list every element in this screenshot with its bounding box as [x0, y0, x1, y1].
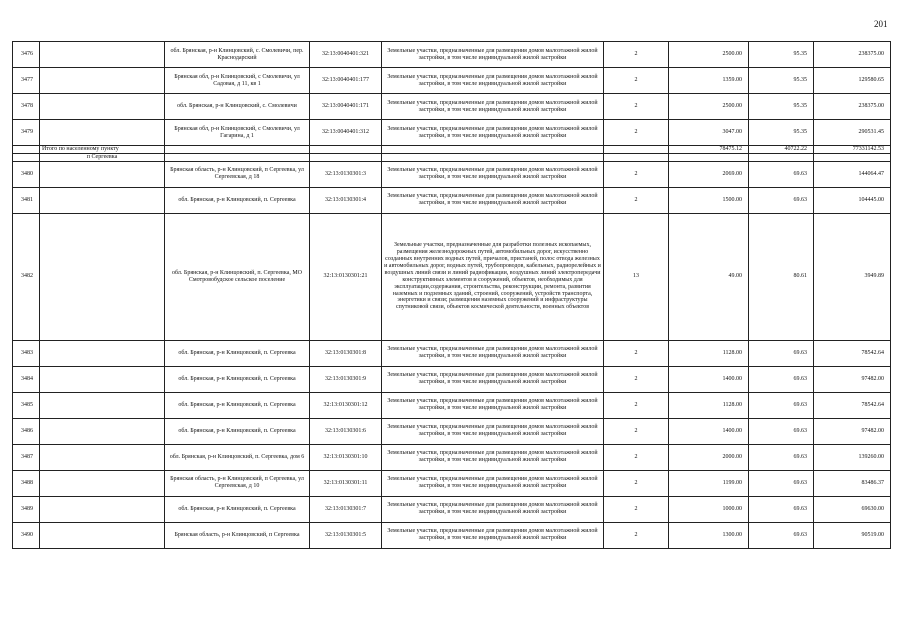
table-row: [13, 42, 891, 68]
table-row: [13, 392, 891, 418]
subtotal-unit-value: 40722.22: [749, 146, 814, 154]
empty-cell: [382, 146, 604, 154]
settlement-cell: [40, 42, 165, 68]
settlement-cell: [40, 418, 165, 444]
row-address: Брянская область, р-н Клинцовский, п Сергеевка, ул Сергеевская, д 10: [165, 470, 310, 496]
row-unit-value: 95.35: [749, 68, 814, 94]
row-address: обл. Брянская, р-н Клинцовский, с. Смолевичи: [165, 94, 310, 120]
row-cadastral-number: 32:13:0130301:9: [310, 366, 382, 392]
row-unit-value: 69.63: [749, 522, 814, 548]
row-cadastral-number: 32:13:0040401:312: [310, 120, 382, 146]
row-area: 2500.00: [669, 42, 749, 68]
row-number: 3490: [13, 522, 40, 548]
row-unit-value: 69.63: [749, 392, 814, 418]
row-group: 2: [604, 496, 669, 522]
row-number: 3478: [13, 94, 40, 120]
empty-cell: [165, 153, 310, 161]
row-land-use: Земельные участки, предназначенные для размещения домов малоэтажной жилой застройки, в том числе индивидуальной жилой застройки: [382, 392, 604, 418]
row-cadastral-number: 32:13:0040401:321: [310, 42, 382, 68]
row-number: 3480: [13, 161, 40, 187]
settlement-label: п Сергеевка: [40, 153, 165, 161]
row-cadastral-number: 32:13:0130301:11: [310, 470, 382, 496]
row-group: 2: [604, 522, 669, 548]
table-row: [13, 496, 891, 522]
empty-cell: [310, 153, 382, 161]
row-unit-value: 69.63: [749, 418, 814, 444]
settlement-cell: [40, 68, 165, 94]
row-cadastral-value: 238375.00: [814, 42, 891, 68]
row-land-use: Земельные участки, предназначенные для размещения домов малоэтажной жилой застройки, в том числе индивидуальной жилой застройки: [382, 68, 604, 94]
row-cadastral-value: 90519.00: [814, 522, 891, 548]
row-area: 2000.00: [669, 444, 749, 470]
row-area: 1128.00: [669, 340, 749, 366]
row-number: 3485: [13, 392, 40, 418]
table-body: [13, 42, 891, 549]
row-cadastral-value: 78542.64: [814, 392, 891, 418]
row-unit-value: 69.63: [749, 470, 814, 496]
row-cadastral-value: 139260.00: [814, 444, 891, 470]
settlement-cell: [40, 213, 165, 340]
row-group: 2: [604, 392, 669, 418]
row-number: 3484: [13, 366, 40, 392]
row-address: обл. Брянская, р-н Клинцовский, п. Сергеевка: [165, 187, 310, 213]
row-group: 2: [604, 340, 669, 366]
row-cadastral-value: 129580.65: [814, 68, 891, 94]
row-group: 2: [604, 120, 669, 146]
row-cadastral-number: 32:13:0130301:8: [310, 340, 382, 366]
row-address: Брянская область, р-н Клинцовский, п Сергеевка, ул Сергеевская, д 18: [165, 161, 310, 187]
row-address: обл. Брянская, р-н Клинцовский, п. Сергеевка: [165, 496, 310, 522]
empty-cell: [13, 146, 40, 154]
row-cadastral-value: 290531.45: [814, 120, 891, 146]
row-cadastral-value: 3949.89: [814, 213, 891, 340]
row-area: 1500.00: [669, 187, 749, 213]
row-land-use: Земельные участки, предназначенные для размещения домов малоэтажной жилой застройки, в том числе индивидуальной жилой застройки: [382, 94, 604, 120]
row-unit-value: 69.63: [749, 340, 814, 366]
table-row: [13, 418, 891, 444]
row-unit-value: 69.63: [749, 161, 814, 187]
row-group: 2: [604, 68, 669, 94]
row-cadastral-value: 97482.00: [814, 366, 891, 392]
row-cadastral-number: 32:13:0130301:3: [310, 161, 382, 187]
settlement-cell: [40, 120, 165, 146]
row-group: 2: [604, 94, 669, 120]
row-address: обл. Брянская, р-н Клинцовский, п. Сергеевка: [165, 392, 310, 418]
empty-cell: [814, 153, 891, 161]
settlement-cell: [40, 444, 165, 470]
settlement-cell: [40, 470, 165, 496]
row-address: обл. Брянская, р-н Клинцовский, с. Смолевичи, пер. Краснодарский: [165, 42, 310, 68]
settlement-cell: [40, 340, 165, 366]
row-area: 1000.00: [669, 496, 749, 522]
row-cadastral-number: 32:13:0130301:10: [310, 444, 382, 470]
table-row: [13, 161, 891, 187]
empty-cell: [13, 153, 40, 161]
row-unit-value: 95.35: [749, 94, 814, 120]
row-address: Брянская обл, р-н Клинцовский, с Смолевичи, ул Гагарина, д 1: [165, 120, 310, 146]
empty-cell: [749, 153, 814, 161]
row-unit-value: 95.35: [749, 120, 814, 146]
empty-cell: [604, 153, 669, 161]
row-address: обл. Брянская, р-н Клинцовский, п. Сергеевка: [165, 418, 310, 444]
row-number: 3486: [13, 418, 40, 444]
row-cadastral-number: 32:13:0130301:6: [310, 418, 382, 444]
table-row: [13, 94, 891, 120]
row-number: 3489: [13, 496, 40, 522]
row-land-use: Земельные участки, предназначенные для размещения домов малоэтажной жилой застройки, в том числе индивидуальной жилой застройки: [382, 187, 604, 213]
empty-cell: [310, 146, 382, 154]
empty-cell: [165, 146, 310, 154]
table-row: [13, 340, 891, 366]
row-group: 2: [604, 161, 669, 187]
row-group: 2: [604, 366, 669, 392]
cadastral-value-table: [12, 41, 891, 549]
row-area: 2500.00: [669, 94, 749, 120]
row-land-use: Земельные участки, предназначенные для размещения домов малоэтажной жилой застройки, в том числе индивидуальной жилой застройки: [382, 444, 604, 470]
row-land-use: Земельные участки, предназначенные для размещения домов малоэтажной жилой застройки, в том числе индивидуальной жилой застройки: [382, 340, 604, 366]
row-area: 49.00: [669, 213, 749, 340]
row-number: 3481: [13, 187, 40, 213]
subtotal-cadastral-value: 77331142.53: [814, 146, 891, 154]
row-address: Брянская область, р-н Клинцовский, п Сергеевка: [165, 522, 310, 548]
row-address: обл. Брянская, р-н Клинцовский, п. Сергеевка: [165, 366, 310, 392]
row-land-use: Земельные участки, предназначенные для размещения домов малоэтажной жилой застройки, в том числе индивидуальной жилой застройки: [382, 522, 604, 548]
row-cadastral-value: 104445.00: [814, 187, 891, 213]
row-number: 3483: [13, 340, 40, 366]
row-group: 2: [604, 187, 669, 213]
row-area: 3047.00: [669, 120, 749, 146]
row-cadastral-number: 32:13:0130301:5: [310, 522, 382, 548]
table-row: [13, 120, 891, 146]
row-number: 3477: [13, 68, 40, 94]
subtotal-row: [13, 146, 891, 154]
row-number: 3482: [13, 213, 40, 340]
row-cadastral-number: 32:13:0130301:4: [310, 187, 382, 213]
row-number: 3479: [13, 120, 40, 146]
empty-cell: [604, 146, 669, 154]
row-number: 3476: [13, 42, 40, 68]
row-cadastral-value: 78542.64: [814, 340, 891, 366]
row-cadastral-value: 144064.47: [814, 161, 891, 187]
table-row: [13, 470, 891, 496]
row-cadastral-value: 69630.00: [814, 496, 891, 522]
row-land-use: Земельные участки, предназначенные для разработки полезных ископаемых, размещения железнодорожных путей, автомобильных дорог, искусственно созданных внутренних водных путей, причалов, пристаней, полос отвода железных и автомобильных дорог, водных путей, трубопроводов, кабельных, радиорелейных и воздушных линий связи и линий радиофикации, воздушных линий электропередачи конструктивных элементов и сооружений, объектов, необходимых для эксплуатации,содержания, строительства, реконструкции, ремонта, развития наземных и подземных зданий, строений, сооружений, устройств транспорта, энергетики и связи; размещения наземных сооружений и инфраструктуры спутниковой связи, объектов космической деятельности, военных объектов: [382, 213, 604, 340]
row-cadastral-number: 32:13:0040401:171: [310, 94, 382, 120]
row-cadastral-number: 32:13:0130301:7: [310, 496, 382, 522]
row-land-use: Земельные участки, предназначенные для размещения домов малоэтажной жилой застройки, в том числе индивидуальной жилой застройки: [382, 42, 604, 68]
row-land-use: Земельные участки, предназначенные для размещения домов малоэтажной жилой застройки, в том числе индивидуальной жилой застройки: [382, 120, 604, 146]
row-group: 2: [604, 42, 669, 68]
table-row: [13, 213, 891, 340]
row-cadastral-value: 238375.00: [814, 94, 891, 120]
row-cadastral-number: 32:13:0040401:177: [310, 68, 382, 94]
row-area: 1400.00: [669, 418, 749, 444]
settlement-cell: [40, 94, 165, 120]
row-number: 3487: [13, 444, 40, 470]
row-unit-value: 69.63: [749, 444, 814, 470]
row-group: 2: [604, 470, 669, 496]
table-row: [13, 187, 891, 213]
row-number: 3488: [13, 470, 40, 496]
table-row: [13, 68, 891, 94]
settlement-cell: [40, 187, 165, 213]
table-row: [13, 522, 891, 548]
row-unit-value: 69.63: [749, 187, 814, 213]
row-area: 1199.00: [669, 470, 749, 496]
settlement-cell: [40, 366, 165, 392]
row-cadastral-number: 32:13:0130301:12: [310, 392, 382, 418]
settlement-cell: [40, 392, 165, 418]
row-area: 1359.00: [669, 68, 749, 94]
subtotal-area: 78475.12: [669, 146, 749, 154]
row-land-use: Земельные участки, предназначенные для размещения домов малоэтажной жилой застройки, в том числе индивидуальной жилой застройки: [382, 470, 604, 496]
table-row: [13, 366, 891, 392]
settlement-cell: [40, 161, 165, 187]
row-area: 1400.00: [669, 366, 749, 392]
row-cadastral-value: 97482.00: [814, 418, 891, 444]
table-row: [13, 444, 891, 470]
empty-cell: [382, 153, 604, 161]
row-group: 13: [604, 213, 669, 340]
row-address: обл. Брянская, р-н Клинцовский, п. Сергеевка, дом 6: [165, 444, 310, 470]
row-area: 1128.00: [669, 392, 749, 418]
row-land-use: Земельные участки, предназначенные для размещения домов малоэтажной жилой застройки, в том числе индивидуальной жилой застройки: [382, 366, 604, 392]
row-address: обл. Брянская, р-н Клинцовский, п. Сергеевка: [165, 340, 310, 366]
page-number: 201: [874, 19, 888, 29]
row-group: 2: [604, 444, 669, 470]
row-group: 2: [604, 418, 669, 444]
row-cadastral-number: 32:13:0130301:21: [310, 213, 382, 340]
row-unit-value: 80.61: [749, 213, 814, 340]
row-unit-value: 69.63: [749, 366, 814, 392]
settlement-row: [13, 153, 891, 161]
row-area: 1300.00: [669, 522, 749, 548]
row-address: обл. Брянская, р-н Клинцовский, п. Сергеевка, МО Смотровобудское сельское поселение: [165, 213, 310, 340]
row-cadastral-value: 83486.37: [814, 470, 891, 496]
settlement-cell: [40, 522, 165, 548]
settlement-cell: [40, 496, 165, 522]
row-land-use: Земельные участки, предназначенные для размещения домов малоэтажной жилой застройки, в том числе индивидуальной жилой застройки: [382, 161, 604, 187]
subtotal-label: Итого по населенному пункту: [40, 146, 165, 154]
row-land-use: Земельные участки, предназначенные для размещения домов малоэтажной жилой застройки, в том числе индивидуальной жилой застройки: [382, 418, 604, 444]
row-address: Брянская обл, р-н Клинцовский, с Смолевичи, ул Садовая, д 11, кв 1: [165, 68, 310, 94]
row-area: 2069.00: [669, 161, 749, 187]
row-unit-value: 69.63: [749, 496, 814, 522]
empty-cell: [669, 153, 749, 161]
row-unit-value: 95.35: [749, 42, 814, 68]
row-land-use: Земельные участки, предназначенные для размещения домов малоэтажной жилой застройки, в том числе индивидуальной жилой застройки: [382, 496, 604, 522]
